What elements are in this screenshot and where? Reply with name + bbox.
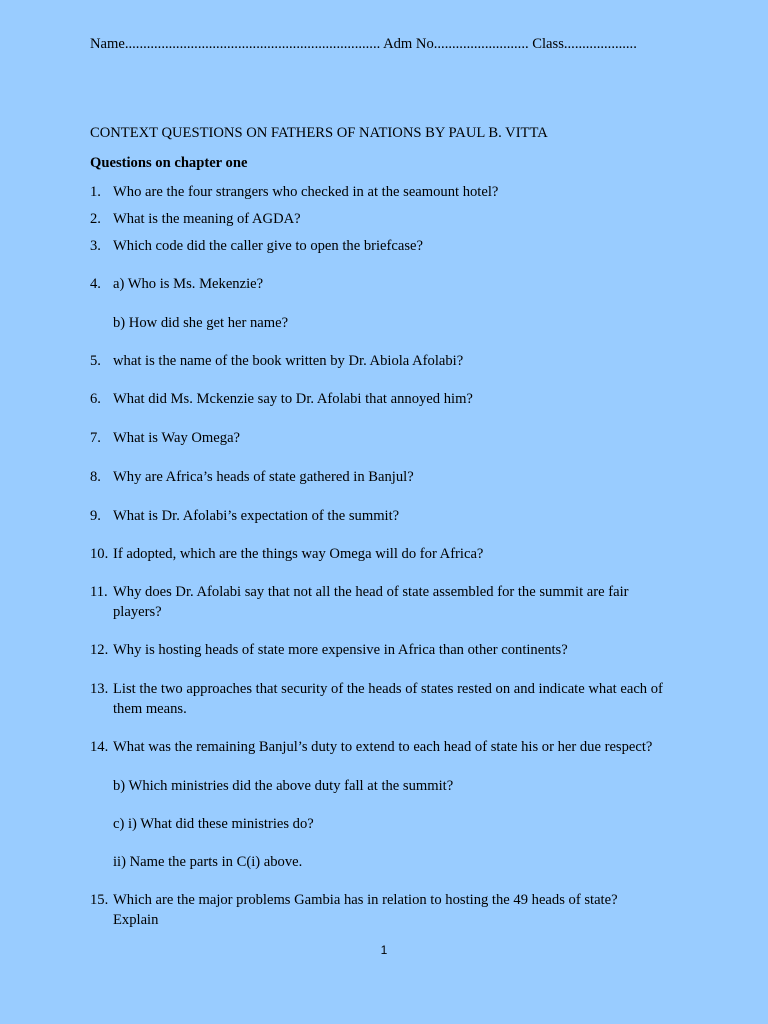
question-number: 11. xyxy=(90,584,108,600)
question-text: b) Which ministries did the above duty fall at the summit? xyxy=(113,778,454,794)
document-title: CONTEXT QUESTIONS ON FATHERS OF NATIONS BY PAUL B. VITTA xyxy=(90,125,548,141)
question-text: Who are the four strangers who checked in at the seamount hotel? xyxy=(113,184,499,200)
question-number: 7. xyxy=(90,430,101,446)
question-number: 10. xyxy=(90,546,109,562)
question-number: 5. xyxy=(90,353,101,369)
question-number: 6. xyxy=(90,391,101,407)
question-text: Why is hosting heads of state more expensive in Africa than other continents? xyxy=(113,642,568,658)
question-text: What is Way Omega? xyxy=(113,430,241,446)
page-number: 1 xyxy=(380,943,388,957)
question-number: 2. xyxy=(90,211,101,227)
question-text: Why are Africa’s heads of state gathered in Banjul? xyxy=(113,469,414,485)
question-text: If adopted, which are the things way Omega will do for Africa? xyxy=(113,546,484,562)
question-text: b) How did she get her name? xyxy=(113,315,289,331)
question-text: a) Who is Ms. Mekenzie? xyxy=(113,276,264,292)
question-text: What is the meaning of AGDA? xyxy=(113,211,301,227)
question-number: 8. xyxy=(90,469,101,485)
question-text: c) i) What did these ministries do? xyxy=(113,816,314,832)
question-number: 4. xyxy=(90,276,101,292)
question-text: Which are the major problems Gambia has in relation to hosting the 49 heads of state? Explain xyxy=(113,892,618,928)
question-number: 13. xyxy=(90,681,109,697)
question-text: what is the name of the book written by Dr. Abiola Afolabi? xyxy=(113,353,464,369)
header-name-line: Name...................................................................... Adm No.......................... Class.................... xyxy=(90,36,637,52)
question-text: List the two approaches that security of the heads of states rested on and indicate what each of them means. xyxy=(113,681,663,717)
question-number: 15. xyxy=(90,892,109,908)
question-number: 14. xyxy=(90,739,109,755)
question-text: What is Dr. Afolabi’s expectation of the summit? xyxy=(113,508,400,524)
question-text: Why does Dr. Afolabi say that not all the head of state assembled for the summit are fair players? xyxy=(113,584,629,620)
question-text: Which code did the caller give to open the briefcase? xyxy=(113,238,423,254)
chapter-heading: Questions on chapter one xyxy=(90,155,248,171)
question-number: 1. xyxy=(90,184,101,200)
question-number: 9. xyxy=(90,508,101,524)
question-text: What was the remaining Banjul’s duty to extend to each head of state his or her due respect? xyxy=(113,739,653,755)
question-text: What did Ms. Mckenzie say to Dr. Afolabi that annoyed him? xyxy=(113,391,473,407)
question-text: ii) Name the parts in C(i) above. xyxy=(113,854,303,870)
question-number: 3. xyxy=(90,238,101,254)
question-number: 12. xyxy=(90,642,109,658)
